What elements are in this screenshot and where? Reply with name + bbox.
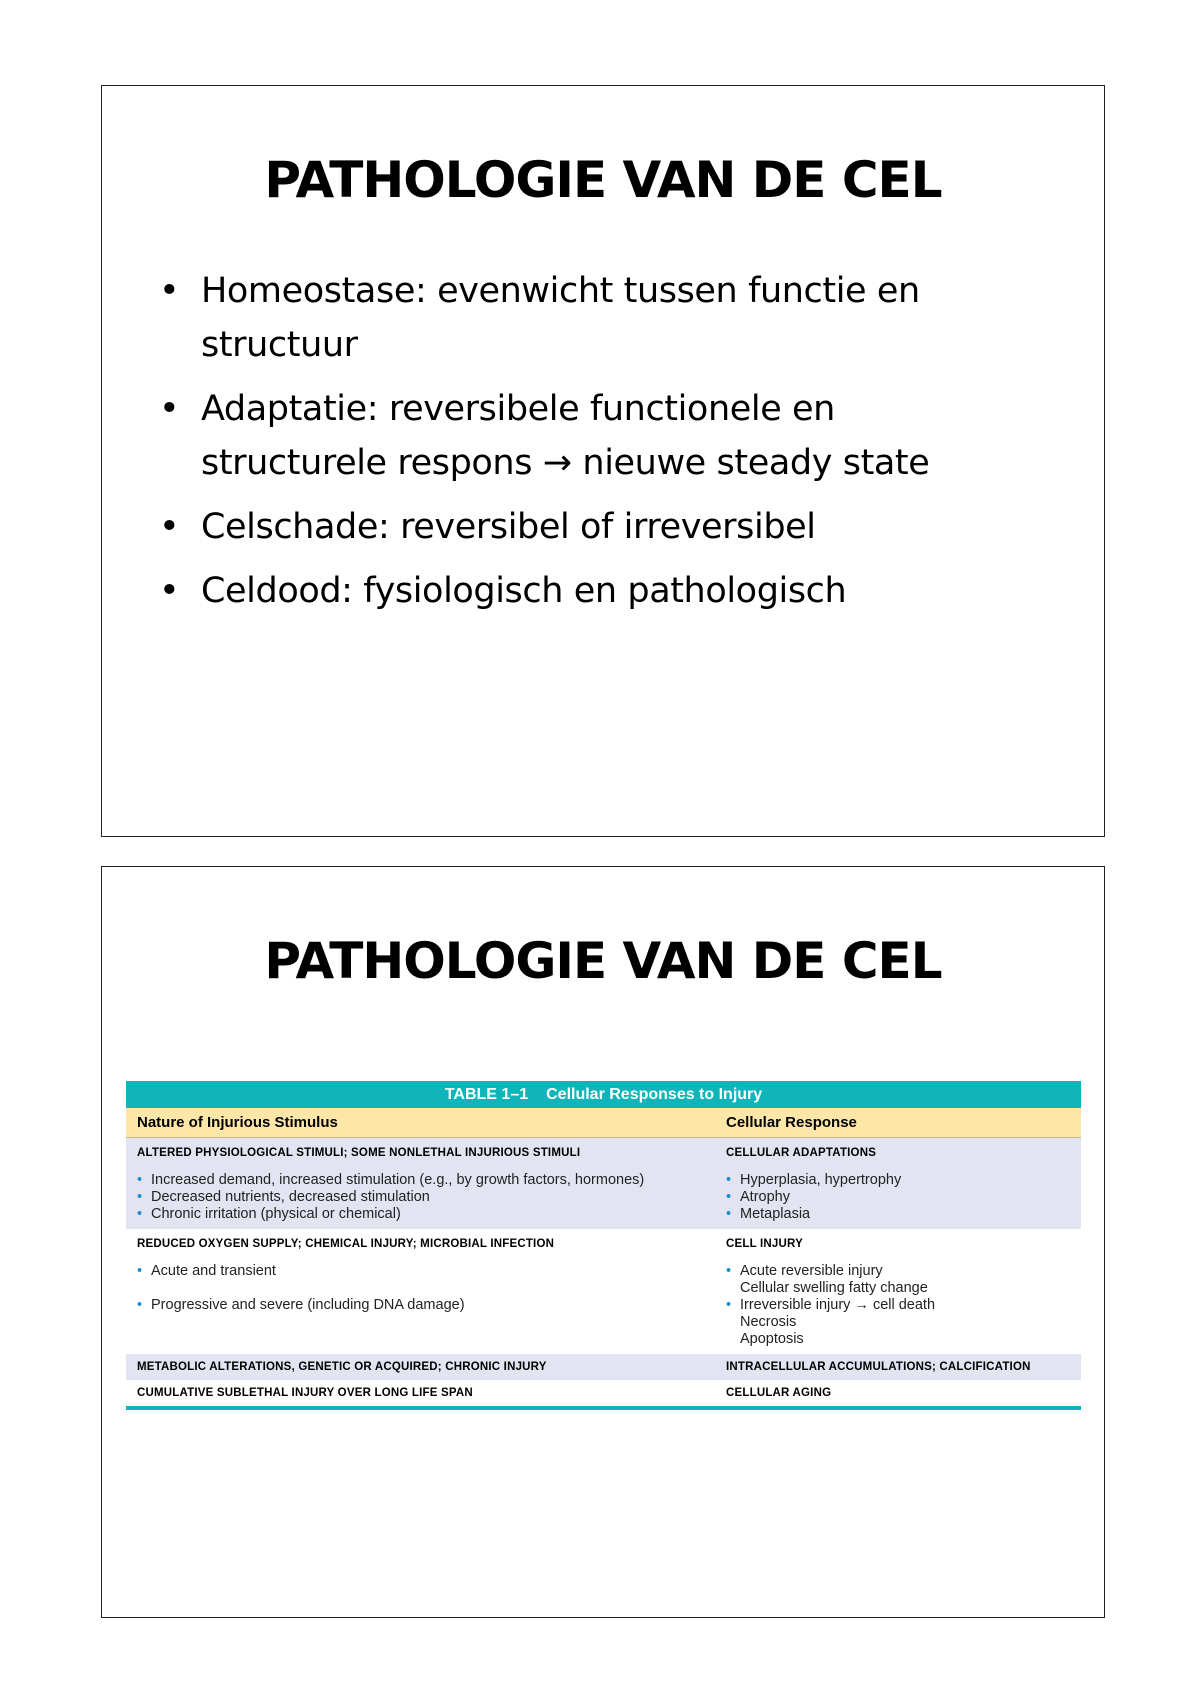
table-number: TABLE 1–1 [444, 1086, 529, 1103]
bullet-icon: • [137, 1263, 143, 1279]
stimulus-item: • Decreased nutrients, decreased stimulation [137, 1189, 430, 1205]
bullet-icon: • [137, 1206, 143, 1222]
bullet-text-continued: structurele respons → nieuwe steady state [201, 443, 930, 483]
cellular-responses-table [126, 1081, 1081, 1410]
slide-title: PATHOLOGIE VAN DE CEL [264, 932, 942, 990]
table-column-headers [126, 1108, 1081, 1138]
bullet-item [157, 382, 1077, 490]
bullet-icon: • [159, 507, 180, 547]
bullet-icon: • [137, 1172, 143, 1188]
slide-1 [101, 85, 1105, 837]
bullet-item [157, 500, 1077, 554]
bullet-icon: • [726, 1297, 732, 1313]
stimulus-item: • Increased demand, increased stimulation (e.g., by growth factors, hormones) [137, 1172, 645, 1188]
column-header-response: Cellular Response [726, 1114, 857, 1131]
slide-2 [101, 866, 1105, 1618]
stimulus-heading: ALTERED PHYSIOLOGICAL STIMULI; SOME NONLETHAL INJURIOUS STIMULI [137, 1147, 581, 1159]
response-heading: CELLULAR AGING [726, 1387, 832, 1399]
table-caption: Cellular Responses to Injury [546, 1086, 763, 1103]
response-item: • Atrophy [726, 1189, 790, 1205]
bullet-text: Celdood: fysiologisch en pathologisch [201, 571, 847, 611]
bullet-icon: • [726, 1172, 732, 1188]
bullet-item [157, 264, 1077, 372]
bullet-icon: • [726, 1206, 732, 1222]
table-row [126, 1380, 1081, 1406]
table-row [126, 1229, 1081, 1354]
bullet-text-continued: structuur [201, 325, 358, 365]
bullet-icon: • [159, 271, 180, 311]
table-bottom-rule [126, 1406, 1081, 1410]
table-row [126, 1354, 1081, 1380]
bullet-icon: • [137, 1297, 143, 1313]
response-heading: CELLULAR ADAPTATIONS [726, 1147, 877, 1159]
bullet-text: Adaptatie: reversibele functionele en [201, 389, 835, 429]
bullet-icon: • [726, 1189, 732, 1205]
stimulus-heading: REDUCED OXYGEN SUPPLY; CHEMICAL INJURY; MICROBIAL INFECTION [137, 1238, 555, 1250]
response-subitem: Necrosis [740, 1314, 797, 1330]
stimulus-heading: CUMULATIVE SUBLETHAL INJURY OVER LONG LIFE SPAN [137, 1387, 473, 1399]
column-header-stimulus: Nature of Injurious Stimulus [137, 1114, 338, 1131]
response-heading: INTRACELLULAR ACCUMULATIONS; CALCIFICATION [726, 1361, 1031, 1373]
response-heading: CELL INJURY [726, 1238, 803, 1250]
bullet-icon: • [159, 389, 180, 429]
table-title-bar [126, 1081, 1081, 1108]
bullet-text: Celschade: reversibel of irreversibel [201, 507, 816, 547]
bullet-icon: • [726, 1263, 732, 1279]
bullet-text: Homeostase: evenwicht tussen functie en [201, 271, 920, 311]
response-item: • Acute reversible injury [726, 1263, 883, 1279]
slide-title: PATHOLOGIE VAN DE CEL [264, 151, 942, 209]
response-subitem: Cellular swelling fatty change [740, 1280, 928, 1296]
response-subitem: Apoptosis [740, 1331, 804, 1347]
stimulus-heading: METABOLIC ALTERATIONS, GENETIC OR ACQUIRED; CHRONIC INJURY [137, 1361, 547, 1373]
response-item: • Metaplasia [726, 1206, 811, 1222]
stimulus-item: • Progressive and severe (including DNA damage) [137, 1297, 465, 1313]
stimulus-item: • Acute and transient [137, 1263, 276, 1279]
stimulus-item: • Chronic irritation (physical or chemical) [137, 1206, 401, 1222]
bullet-item [157, 564, 1077, 618]
bullet-icon: • [137, 1189, 143, 1205]
bullet-list [157, 264, 1077, 628]
table-row [126, 1138, 1081, 1229]
bullet-icon: • [159, 571, 180, 611]
response-item: • Hyperplasia, hypertrophy [726, 1172, 902, 1188]
response-item: • Irreversible injury → cell death [726, 1297, 936, 1313]
